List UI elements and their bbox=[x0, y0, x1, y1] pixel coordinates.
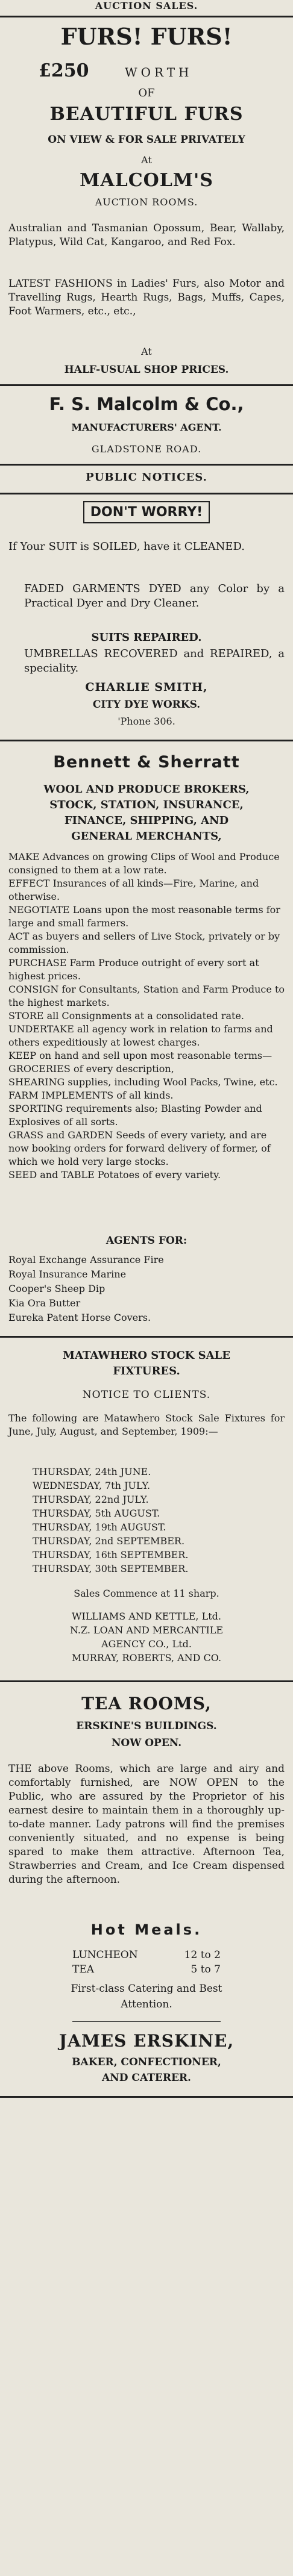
suit-soiled: If Your SUIT is SOILED, have it CLEANED. bbox=[8, 540, 245, 553]
firm-item: MURRAY, ROBERTS, AND CO. bbox=[71, 1652, 222, 1664]
gladstone-road: GLADSTONE ROAD. bbox=[91, 443, 202, 455]
catering-1: First-class Catering and Best bbox=[71, 1983, 222, 1995]
divider bbox=[0, 384, 293, 386]
service-item: SPORTING requirements also; Blasting Powder and Explosives of all sorts. bbox=[8, 1103, 262, 1127]
agent-item: Royal Insurance Marine bbox=[8, 1268, 127, 1280]
divider bbox=[0, 1680, 293, 1682]
luncheon-row bbox=[72, 1948, 221, 1962]
short-rule bbox=[72, 2021, 221, 2022]
baker-confectioner: BAKER, CONFECTIONER, bbox=[72, 2056, 221, 2068]
bennett-sherratt: Bennett & Sherratt bbox=[53, 753, 240, 772]
firm-item: N.Z. LOAN AND MERCANTILE bbox=[69, 1624, 224, 1636]
beautiful-furs: BEAUTIFUL FURS bbox=[49, 104, 244, 125]
agents-list bbox=[8, 1253, 285, 1325]
latest-fashions: LATEST FASHIONS in Ladies' Furs, also Motor and Travelling Rugs, Hearth Rugs, Bags, Muffs, Capes, Foot Warmers, etc., etc., bbox=[8, 278, 285, 317]
agent-item: Eureka Patent Horse Covers. bbox=[8, 1312, 151, 1323]
divider bbox=[0, 464, 293, 466]
at-word: At bbox=[141, 154, 152, 166]
service-item: SEED and TABLE Potatoes of every variety. bbox=[8, 1169, 221, 1180]
worth-line bbox=[8, 60, 285, 83]
half-price: HALF-USUAL SHOP PRICES. bbox=[64, 364, 229, 376]
of-word: OF bbox=[138, 87, 155, 99]
bennett-line1: WOOL AND PRODUCE BROKERS, bbox=[43, 783, 250, 796]
city-dye-works: CITY DYE WORKS. bbox=[92, 699, 201, 711]
tea-para: THE above Rooms, which are large and airy and comfortably furnished, are NOW OPEN to the Public, who are assured by the Proprietor of his earnest desire to maintain them in a thoroughly up-to-date manner. Lady patrons will find the premises conveniently situated, and no expense is being spared to make them attractive. Afternoon Tea, Strawberries and Cream, and Ice Cream dispensed during the afternoon. bbox=[8, 1763, 285, 1886]
tea-row bbox=[72, 1962, 221, 1977]
service-item: CONSIGN for Consultants, Station and Farm Produce to the highest markets. bbox=[8, 984, 285, 1008]
luncheon-label: LUNCHEON bbox=[72, 1949, 138, 1961]
tea-label: TEA bbox=[72, 1963, 95, 1976]
malcolms: MALCOLM'S bbox=[80, 170, 213, 191]
matawhero-para: The following are Matawhero Stock Sale Fixtures for June, July, August, and September, 1909:— bbox=[8, 1412, 285, 1437]
section-header: AUCTION SALES. bbox=[95, 0, 198, 11]
date-item: WEDNESDAY, 7th JULY. bbox=[33, 1480, 151, 1491]
agent-item: Kia Ora Butter bbox=[8, 1297, 81, 1309]
agent-item: Cooper's Sheep Dip bbox=[8, 1283, 106, 1294]
bennett-services bbox=[8, 850, 285, 1182]
faded-garments: FADED GARMENTS DYED any Color by a Practical Dyer and Dry Cleaner. bbox=[24, 582, 285, 610]
firms-list bbox=[8, 1609, 285, 1665]
bennett-line3: FINANCE, SHIPPING, AND bbox=[64, 814, 229, 827]
service-item: ACT as buyers and sellers of Live Stock, privately or by commission. bbox=[8, 931, 280, 955]
manufacturers-agent: MANUFACTURERS' AGENT. bbox=[71, 422, 222, 433]
date-item: THURSDAY, 22nd JULY. bbox=[33, 1494, 149, 1505]
service-item: STORE all Consignments at a consolidated rate. bbox=[8, 1010, 244, 1021]
agent-item: Royal Exchange Assurance Fire bbox=[8, 1254, 164, 1265]
public-notices-title: PUBLIC NOTICES. bbox=[86, 471, 207, 484]
phone: 'Phone 306. bbox=[118, 716, 175, 727]
luncheon-time: 12 to 2 bbox=[184, 1949, 221, 1961]
sales-commence: Sales Commence at 11 sharp. bbox=[74, 1588, 219, 1599]
date-item: THURSDAY, 2nd SEPTEMBER. bbox=[33, 1535, 185, 1547]
date-item: THURSDAY, 5th AUGUST. bbox=[33, 1508, 160, 1519]
service-item: GROCERIES of every description, bbox=[8, 1063, 174, 1074]
bennett-line4: GENERAL MERCHANTS, bbox=[71, 830, 222, 843]
firm-item: WILLIAMS AND KETTLE, Ltd. bbox=[72, 1611, 221, 1622]
furs-headline: FURS! FURS! bbox=[60, 23, 233, 50]
matawhero-fixtures: FIXTURES. bbox=[113, 1365, 180, 1377]
hot-meals: Hot Meals. bbox=[90, 1921, 203, 1938]
divider bbox=[0, 493, 293, 494]
service-item: GRASS and GARDEN Seeds of every variety, and are now booking orders for forward delivery of former, of which we hold very large stocks. bbox=[8, 1129, 271, 1167]
catering-2: Attention. bbox=[121, 1998, 172, 2010]
divider bbox=[0, 1336, 293, 1338]
service-item: SHEARING supplies, including Wool Packs, Twine, etc. bbox=[8, 1076, 278, 1088]
service-item: KEEP on hand and sell upon most reasonable terms— bbox=[8, 1050, 273, 1061]
dates-list bbox=[8, 1465, 285, 1576]
service-item: PURCHASE Farm Produce outright of every sort at highest prices. bbox=[8, 957, 259, 982]
erskines-buildings: ERSKINE'S BUILDINGS. bbox=[76, 1720, 217, 1732]
suits-repaired: SUITS REPAIRED. bbox=[91, 631, 202, 644]
umbrellas: UMBRELLAS RECOVERED and REPAIRED, a speciality. bbox=[24, 647, 285, 675]
charlie-smith: CHARLIE SMITH, bbox=[85, 681, 208, 694]
and-caterer: AND CATERER. bbox=[102, 2072, 191, 2084]
dont-worry-box bbox=[8, 501, 285, 523]
service-item: FARM IMPLEMENTS of all kinds. bbox=[8, 1090, 174, 1101]
amount: £250 bbox=[39, 60, 89, 81]
tea-rooms-title: TEA ROOMS, bbox=[81, 1694, 212, 1714]
firm-item: AGENCY CO., Ltd. bbox=[101, 1638, 192, 1650]
service-item: UNDERTAKE all agency work in relation to farms and others expeditiously at lowest charges. bbox=[8, 1023, 273, 1048]
matawhero-title: MATAWHERO STOCK SALE bbox=[63, 1349, 230, 1362]
date-item: THURSDAY, 30th SEPTEMBER. bbox=[33, 1563, 189, 1574]
date-item: THURSDAY, 16th SEPTEMBER. bbox=[33, 1549, 189, 1561]
service-item: MAKE Advances on growing Clips of Wool and Produce consigned to them at a low rate. bbox=[8, 851, 280, 876]
service-item: NEGOTIATE Loans upon the most reasonable terms for large and small farmers. bbox=[8, 904, 280, 929]
meal-times bbox=[72, 1948, 221, 1977]
divider bbox=[0, 2096, 293, 2098]
notice-to-clients: NOTICE TO CLIENTS. bbox=[82, 1389, 211, 1401]
malcolm-firm: F. S. Malcolm & Co., bbox=[49, 394, 244, 414]
james-erskine: JAMES ERSKINE, bbox=[58, 2031, 235, 2051]
date-item: THURSDAY, 19th AUGUST. bbox=[33, 1521, 166, 1533]
tea-time: 5 to 7 bbox=[191, 1963, 221, 1976]
date-item: THURSDAY, 24th JUNE. bbox=[33, 1466, 151, 1477]
bennett-line2: STOCK, STATION, INSURANCE, bbox=[49, 799, 244, 811]
agents-title: AGENTS FOR: bbox=[106, 1235, 187, 1247]
divider bbox=[0, 740, 293, 741]
view-line: ON VIEW & FOR SALE PRIVATELY bbox=[48, 134, 245, 146]
auction-rooms: AUCTION ROOMS. bbox=[95, 196, 198, 208]
at-word-2: At bbox=[141, 346, 152, 357]
divider bbox=[0, 16, 293, 17]
dont-worry: DON'T WORRY! bbox=[83, 501, 210, 523]
fur-list: Australian and Tasmanian Opossum, Bear, Wallaby, Platypus, Wild Cat, Kangaroo, and Red Fox. bbox=[8, 222, 285, 248]
worth-word: WORTH bbox=[125, 65, 193, 80]
now-open: NOW OPEN. bbox=[111, 1737, 182, 1749]
service-item: EFFECT Insurances of all kinds—Fire, Marine, and otherwise. bbox=[8, 878, 259, 902]
